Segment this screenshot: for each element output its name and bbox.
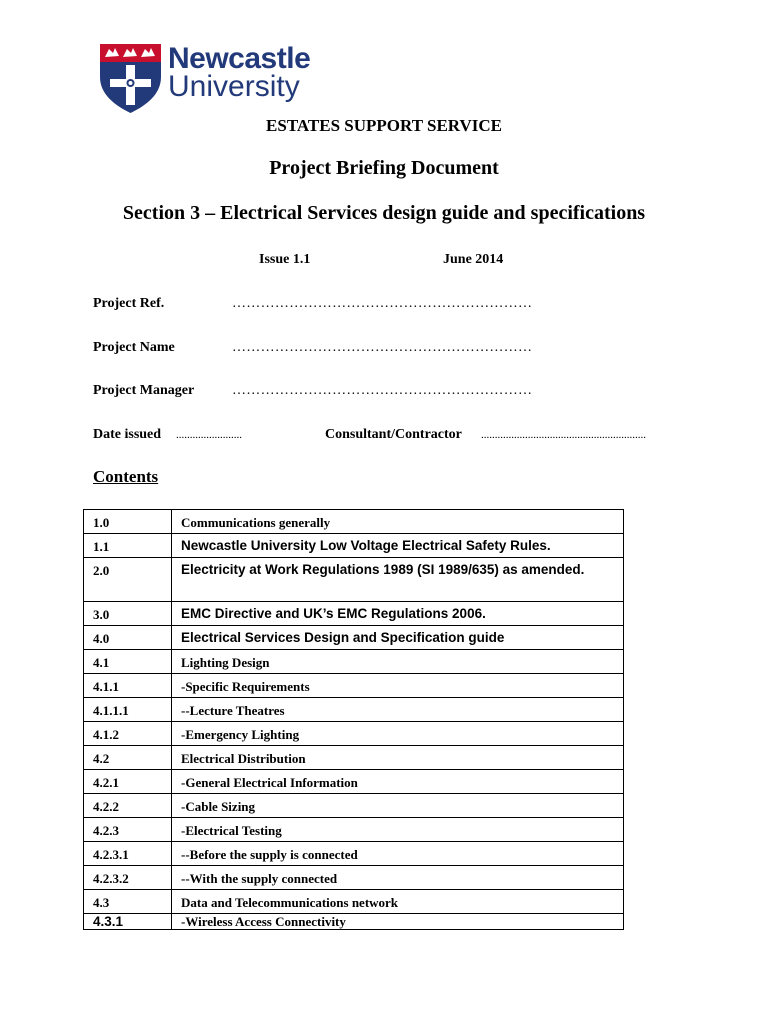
contents-section-title: -Wireless Access Connectivity (172, 914, 624, 930)
section-title: Section 3 – Electrical Services design guide and specifications (122, 202, 646, 224)
contents-section-number: 4.2.2 (84, 794, 172, 818)
contents-section-number: 4.1.1.1 (84, 698, 172, 722)
contents-section-number: 4.1.1 (84, 674, 172, 698)
contents-row (84, 866, 624, 890)
contents-section-number: 4.2.3.2 (84, 866, 172, 890)
contents-row (84, 890, 624, 914)
logo-wordmark-line2: University (168, 70, 300, 103)
contents-section-title: --Before the supply is connected (172, 842, 624, 866)
contents-section-title: --With the supply connected (172, 866, 624, 890)
contents-section-number: 4.2.3 (84, 818, 172, 842)
contents-section-title: -Cable Sizing (172, 794, 624, 818)
contents-section-title: Electrical Distribution (172, 746, 624, 770)
contents-section-title: -General Electrical Information (172, 770, 624, 794)
contents-section-title: Lighting Design (172, 650, 624, 674)
contents-row (84, 770, 624, 794)
contents-section-title: Electrical Services Design and Specification guide (172, 626, 624, 650)
consultant-field: ............................................................ (481, 429, 646, 441)
contents-row (84, 698, 624, 722)
contents-row (84, 914, 624, 930)
contents-row (84, 842, 624, 866)
contents-section-number: 4.1 (84, 650, 172, 674)
date-issued-field: ........................ (176, 429, 242, 441)
contents-section-number: 2.0 (84, 558, 172, 602)
contents-row (84, 722, 624, 746)
contents-row (84, 674, 624, 698)
organization-heading: ESTATES SUPPORT SERVICE (266, 116, 502, 135)
contents-section-number: 1.1 (84, 534, 172, 558)
contents-row (84, 558, 624, 602)
project-name-field: ……………………………………………………… (232, 340, 533, 355)
contents-section-title: -Electrical Testing (172, 818, 624, 842)
contents-section-number: 4.1.2 (84, 722, 172, 746)
contents-section-number: 4.2 (84, 746, 172, 770)
contents-section-title: Communications generally (172, 510, 624, 534)
contents-row (84, 626, 624, 650)
project-manager-label: Project Manager (93, 383, 195, 398)
issue-date: June 2014 (443, 252, 504, 267)
consultant-label: Consultant/Contractor (325, 427, 462, 442)
contents-row (84, 746, 624, 770)
contents-row (84, 602, 624, 626)
contents-row (84, 818, 624, 842)
logo-wordmark-line1: Newcastle (168, 42, 311, 75)
project-ref-field: ……………………………………………………… (232, 296, 533, 311)
contents-heading: Contents (93, 467, 159, 486)
contents-section-number: 4.2.1 (84, 770, 172, 794)
document-title: Project Briefing Document (269, 157, 499, 179)
issue-number: Issue 1.1 (259, 252, 311, 267)
date-issued-label: Date issued (93, 427, 162, 442)
contents-section-number: 4.2.3.1 (84, 842, 172, 866)
contents-section-number: 1.0 (84, 510, 172, 534)
contents-section-title: -Emergency Lighting (172, 722, 624, 746)
contents-row (84, 510, 624, 534)
contents-section-title: Data and Telecommunications network (172, 890, 624, 914)
contents-section-title: Newcastle University Low Voltage Electrical Safety Rules. (172, 534, 624, 558)
contents-section-title: --Lecture Theatres (172, 698, 624, 722)
project-name-label: Project Name (93, 340, 175, 355)
project-manager-field: ……………………………………………………… (232, 383, 533, 398)
contents-section-title: EMC Directive and UK’s EMC Regulations 2006. (172, 602, 624, 626)
project-ref-label: Project Ref. (93, 296, 165, 311)
contents-table (83, 509, 624, 930)
contents-section-number: 4.3.1 (84, 914, 172, 930)
contents-section-number: 4.3 (84, 890, 172, 914)
contents-row (84, 534, 624, 558)
contents-section-title: Electricity at Work Regulations 1989 (SI 1989/635) as amended. (172, 558, 624, 602)
contents-section-number: 3.0 (84, 602, 172, 626)
contents-section-title: -Specific Requirements (172, 674, 624, 698)
contents-section-number: 4.0 (84, 626, 172, 650)
contents-row (84, 794, 624, 818)
contents-row (84, 650, 624, 674)
